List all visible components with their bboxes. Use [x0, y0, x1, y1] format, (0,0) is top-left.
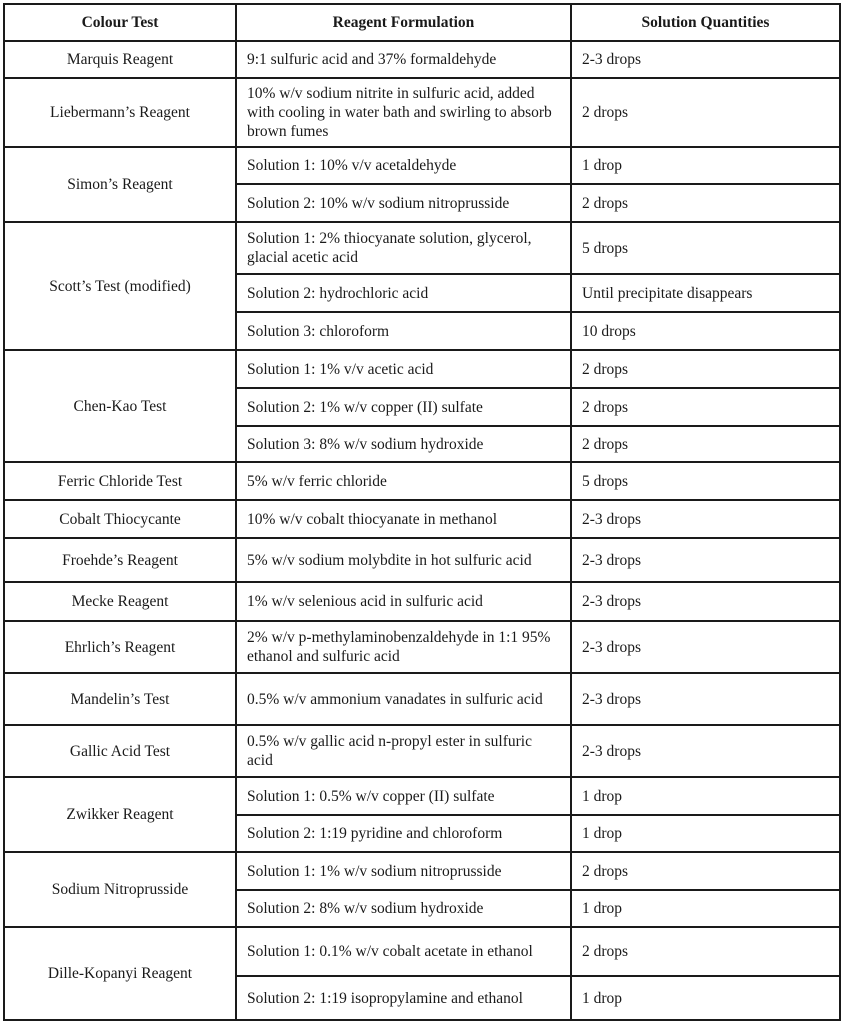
table-row: [4, 777, 840, 815]
header-colour-test: Colour Test: [4, 4, 236, 41]
formulation-cell: 9:1 sulfuric acid and 37% formaldehyde: [236, 41, 571, 78]
colour-test-cell: Sodium Nitroprusside: [4, 852, 236, 927]
formulation-cell: Solution 1: 0.1% w/v cobalt acetate in ethanol: [236, 927, 571, 976]
formulation-cell: 5% w/v ferric chloride: [236, 462, 571, 500]
formulation-cell: Solution 1: 2% thiocyanate solution, glycerol, glacial acetic acid: [236, 222, 571, 274]
formulation-cell: Solution 2: 8% w/v sodium hydroxide: [236, 890, 571, 927]
formulation-cell: Solution 2: 1:19 isopropylamine and ethanol: [236, 976, 571, 1020]
quantity-cell: 5 drops: [571, 462, 840, 500]
quantity-cell: 1 drop: [571, 976, 840, 1020]
table-row: [4, 852, 840, 890]
quantity-cell: 2 drops: [571, 388, 840, 426]
quantity-cell: 2-3 drops: [571, 41, 840, 78]
colour-test-cell: Chen-Kao Test: [4, 350, 236, 462]
quantity-cell: 2 drops: [571, 852, 840, 890]
formulation-cell: Solution 1: 1% w/v sodium nitroprusside: [236, 852, 571, 890]
formulation-cell: 2% w/v p-methylaminobenzaldehyde in 1:1 95% ethanol and sulfuric acid: [236, 621, 571, 673]
formulation-cell: 10% w/v cobalt thiocyanate in methanol: [236, 500, 571, 538]
colour-test-cell: Froehde’s Reagent: [4, 538, 236, 582]
quantity-cell: 2-3 drops: [571, 621, 840, 673]
formulation-cell: Solution 2: 10% w/v sodium nitroprusside: [236, 184, 571, 222]
table-row: [4, 621, 840, 673]
table-row: [4, 41, 840, 78]
quantity-cell: 2-3 drops: [571, 725, 840, 777]
table-row: [4, 673, 840, 725]
table-row: [4, 147, 840, 184]
header-solution-quantities: Solution Quantities: [571, 4, 840, 41]
formulation-cell: Solution 2: hydrochloric acid: [236, 274, 571, 312]
formulation-cell: 1% w/v selenious acid in sulfuric acid: [236, 582, 571, 621]
quantity-cell: 2-3 drops: [571, 582, 840, 621]
formulation-cell: Solution 2: 1% w/v copper (II) sulfate: [236, 388, 571, 426]
quantity-cell: 1 drop: [571, 815, 840, 852]
formulation-cell: 0.5% w/v gallic acid n-propyl ester in sulfuric acid: [236, 725, 571, 777]
quantity-cell: 5 drops: [571, 222, 840, 274]
colour-test-cell: Ferric Chloride Test: [4, 462, 236, 500]
colour-test-cell: Gallic Acid Test: [4, 725, 236, 777]
formulation-cell: Solution 3: chloroform: [236, 312, 571, 350]
quantity-cell: 2 drops: [571, 78, 840, 147]
formulation-cell: 0.5% w/v ammonium vanadates in sulfuric acid: [236, 673, 571, 725]
formulation-cell: Solution 2: 1:19 pyridine and chloroform: [236, 815, 571, 852]
table-row: [4, 927, 840, 976]
table-row: [4, 500, 840, 538]
colour-test-cell: Ehrlich’s Reagent: [4, 621, 236, 673]
quantity-cell: 1 drop: [571, 777, 840, 815]
formulation-cell: Solution 1: 0.5% w/v copper (II) sulfate: [236, 777, 571, 815]
table-row: [4, 78, 840, 147]
colour-test-cell: Cobalt Thiocycante: [4, 500, 236, 538]
colour-test-cell: Liebermann’s Reagent: [4, 78, 236, 147]
quantity-cell: 2-3 drops: [571, 538, 840, 582]
colour-test-cell: Scott’s Test (modified): [4, 222, 236, 350]
quantity-cell: 10 drops: [571, 312, 840, 350]
formulation-cell: 10% w/v sodium nitrite in sulfuric acid, added with cooling in water bath and swirling to absorb brown fumes: [236, 78, 571, 147]
table-row: [4, 462, 840, 500]
quantity-cell: 2 drops: [571, 426, 840, 462]
table-row: [4, 222, 840, 274]
colour-test-cell: Marquis Reagent: [4, 41, 236, 78]
quantity-cell: 2 drops: [571, 350, 840, 388]
quantity-cell: 2-3 drops: [571, 500, 840, 538]
quantity-cell: Until precipitate disappears: [571, 274, 840, 312]
header-reagent-formulation: Reagent Formulation: [236, 4, 571, 41]
table-row: [4, 582, 840, 621]
formulation-cell: Solution 1: 10% v/v acetaldehyde: [236, 147, 571, 184]
formulation-cell: Solution 3: 8% w/v sodium hydroxide: [236, 426, 571, 462]
reagent-table: [3, 3, 841, 1021]
quantity-cell: 2 drops: [571, 184, 840, 222]
formulation-cell: Solution 1: 1% v/v acetic acid: [236, 350, 571, 388]
quantity-cell: 2 drops: [571, 927, 840, 976]
table-row: [4, 350, 840, 388]
colour-test-cell: Zwikker Reagent: [4, 777, 236, 852]
colour-test-cell: Mecke Reagent: [4, 582, 236, 621]
quantity-cell: 1 drop: [571, 890, 840, 927]
table-row: [4, 538, 840, 582]
formulation-cell: 5% w/v sodium molybdite in hot sulfuric acid: [236, 538, 571, 582]
colour-test-cell: Dille-Kopanyi Reagent: [4, 927, 236, 1020]
header-row: [4, 4, 840, 41]
table-row: [4, 725, 840, 777]
colour-test-cell: Simon’s Reagent: [4, 147, 236, 222]
quantity-cell: 1 drop: [571, 147, 840, 184]
quantity-cell: 2-3 drops: [571, 673, 840, 725]
colour-test-cell: Mandelin’s Test: [4, 673, 236, 725]
